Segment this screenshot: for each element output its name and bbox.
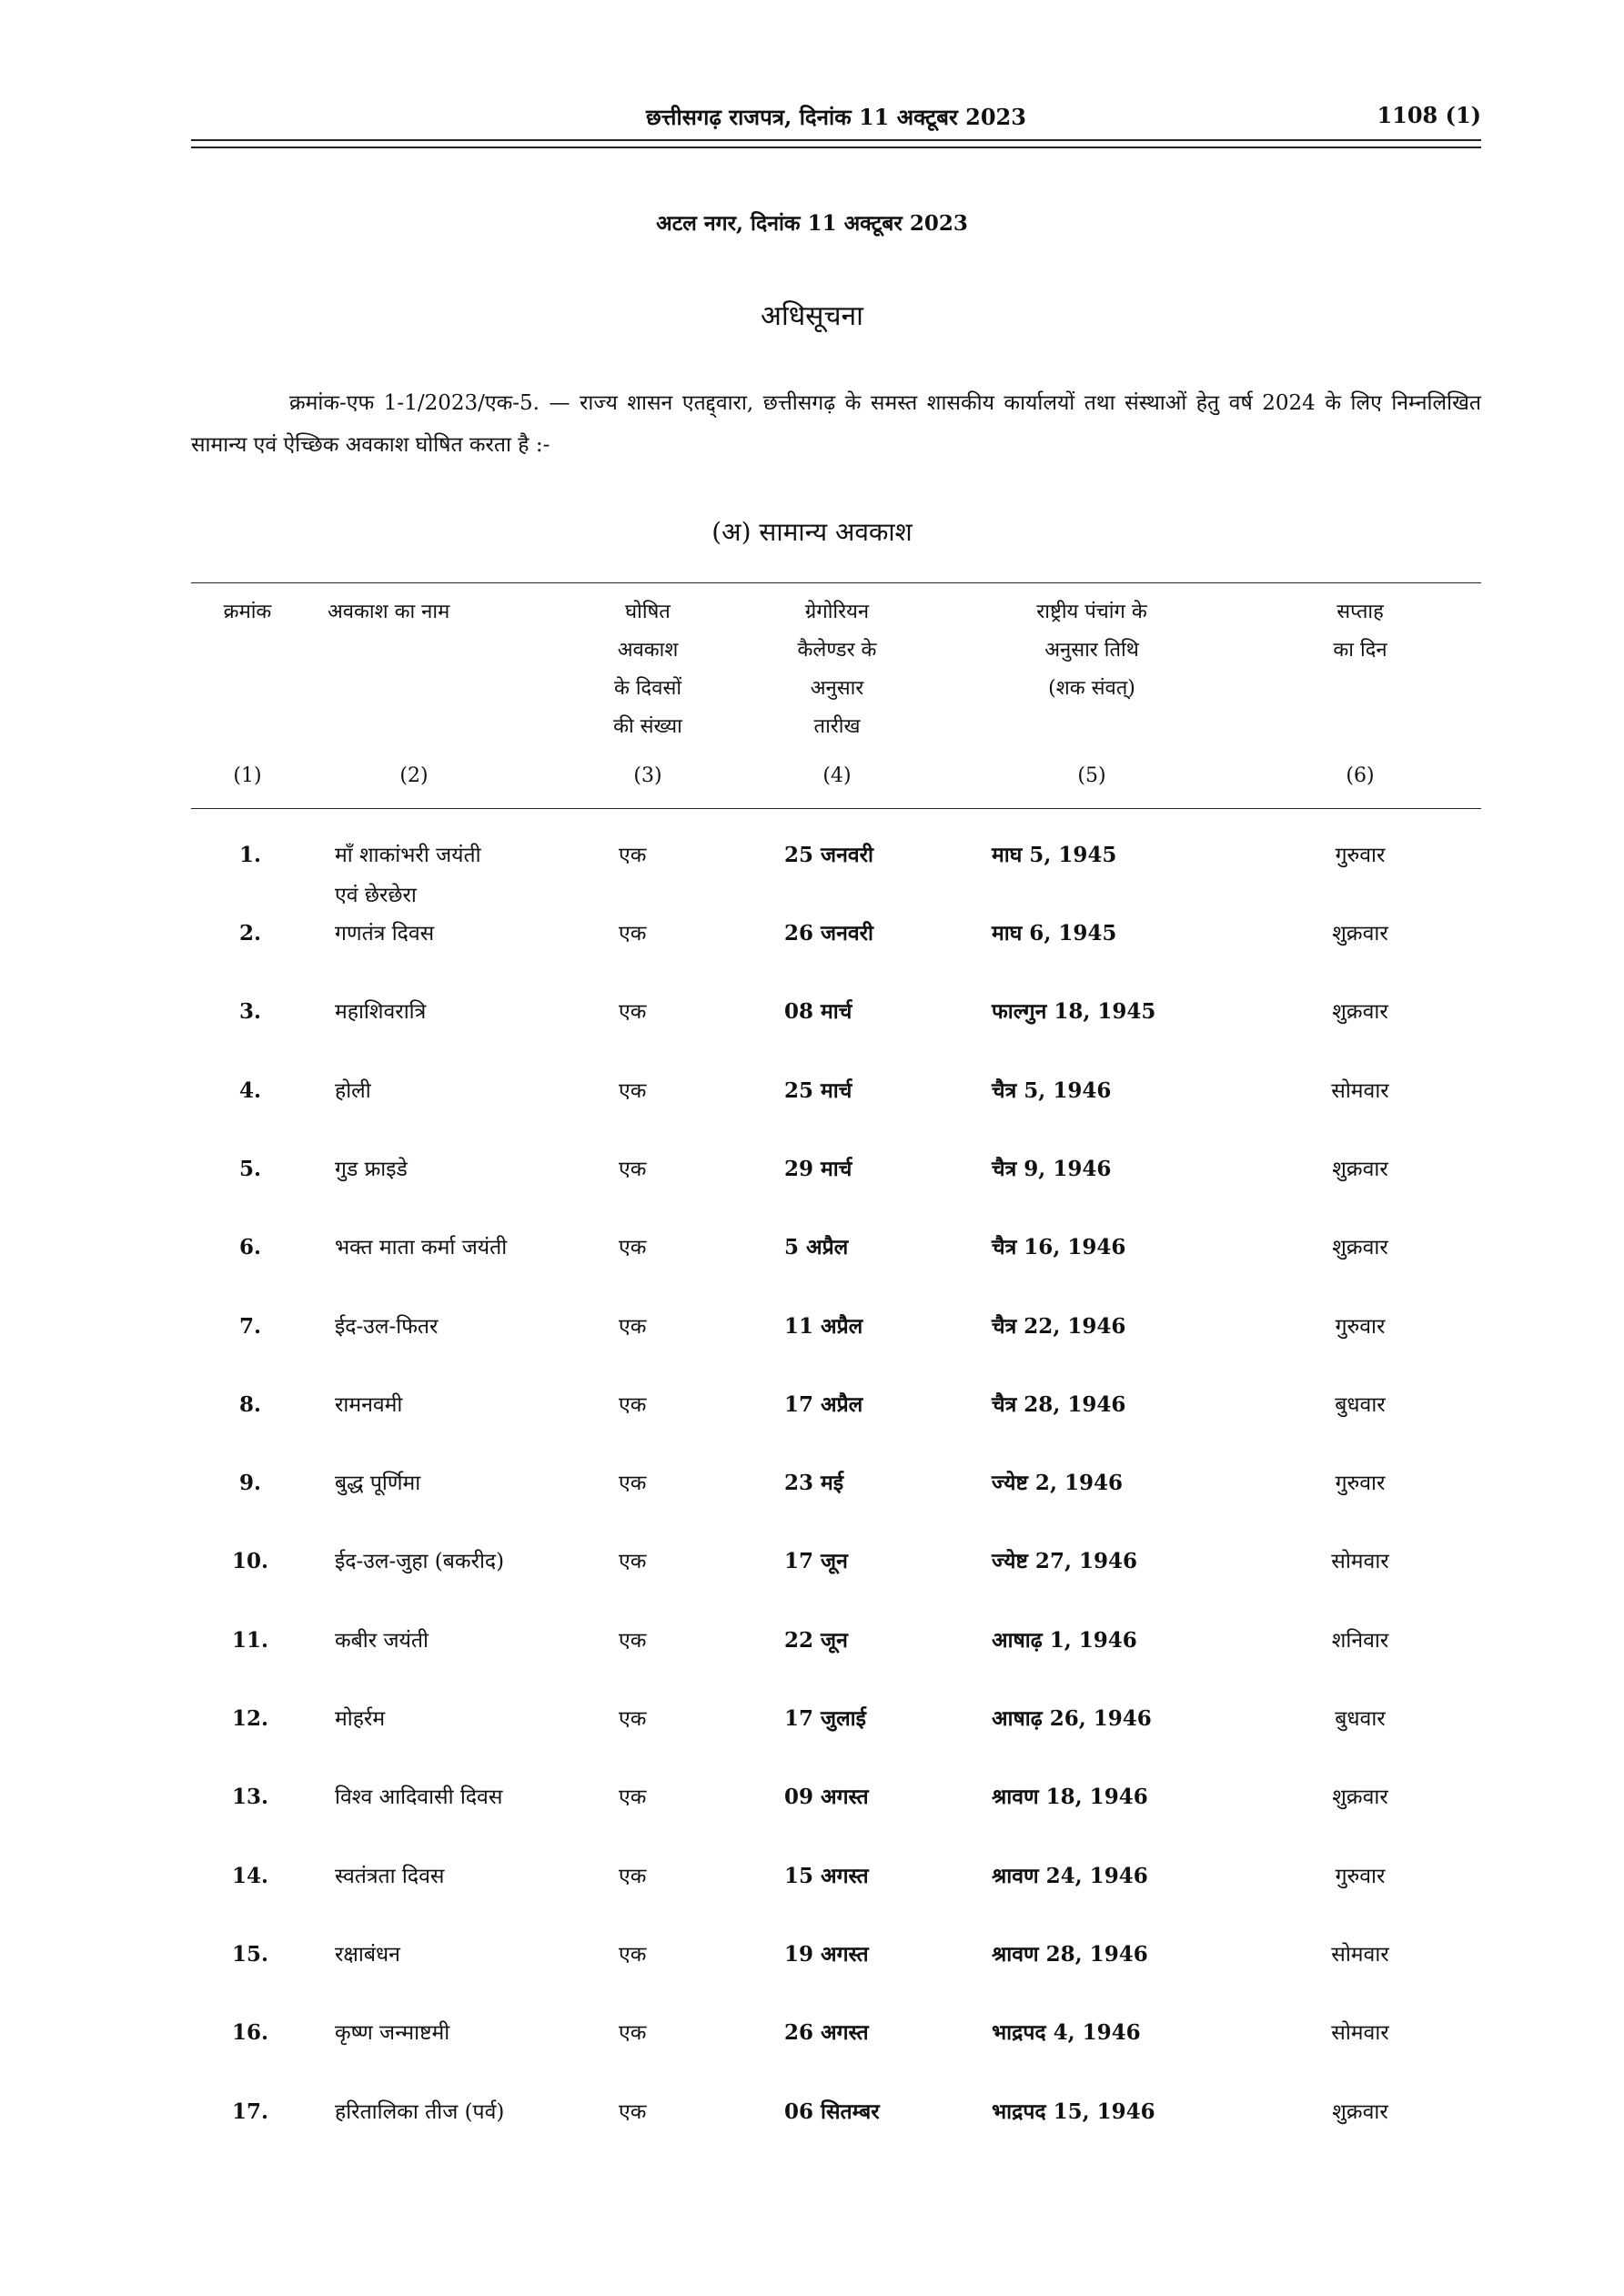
row-national-date: चैत्र 28, 1946: [992, 1391, 1126, 1417]
table-header-rule: [191, 808, 1481, 809]
header-double-rule: [191, 139, 1481, 148]
row-holiday-name: गणतंत्र दिवस: [335, 922, 435, 946]
row-days-count: एक: [619, 1236, 647, 1260]
col-number-4: (4): [822, 764, 852, 787]
table-row: [0, 1228, 1624, 1306]
row-national-date: माघ 5, 1945: [992, 843, 1117, 867]
row-holiday-name: रक्षाबंधन: [335, 1942, 400, 1967]
row-national-date: आषाढ़ 1, 1946: [992, 1627, 1137, 1653]
row-weekday: शुक्रवार: [1332, 1236, 1388, 1260]
row-days-count: एक: [619, 1392, 647, 1417]
table-row: [0, 914, 1624, 992]
row-days-count: एक: [619, 1314, 647, 1339]
row-national-date: ज्येष्ट 2, 1946: [992, 1471, 1123, 1496]
table-row: [0, 1071, 1624, 1149]
row-national-date: श्रावण 18, 1946: [992, 1785, 1148, 1810]
row-weekday: सोमवार: [1331, 1550, 1389, 1574]
row-gregorian-date: 5 अप्रैल: [784, 1235, 849, 1260]
row-days-count: एक: [619, 1000, 647, 1025]
row-holiday-name: होली: [335, 1078, 371, 1103]
section-title: (अ) सामान्य अवकाश: [711, 517, 913, 547]
table-row: [0, 1699, 1624, 1777]
row-serial: 10.: [231, 1549, 268, 1574]
row-weekday: शुक्रवार: [1332, 922, 1388, 946]
row-weekday: शुक्रवार: [1332, 1785, 1388, 1810]
row-national-date: ज्येष्ट 27, 1946: [992, 1549, 1137, 1574]
row-holiday-name: विश्व आदिवासी दिवस: [335, 1785, 503, 1810]
row-serial: 17.: [231, 2099, 268, 2124]
row-serial: 2.: [238, 921, 261, 946]
row-holiday-name: भक्त माता कर्मा जयंती: [335, 1236, 508, 1260]
row-days-count: एक: [619, 922, 647, 946]
row-holiday-name: ईद-उल-जुहा (बकरीद): [335, 1550, 505, 1574]
row-national-date: श्रावण 28, 1946: [992, 1941, 1148, 1967]
row-gregorian-date: 17 जून: [784, 1549, 848, 1574]
row-gregorian-date: 22 जून: [784, 1627, 848, 1653]
table-row: [0, 835, 1624, 914]
table-top-rule: [191, 582, 1481, 583]
col-number-3: (3): [633, 764, 662, 787]
row-gregorian-date: 25 मार्च: [784, 1077, 852, 1103]
row-weekday: गुरुवार: [1335, 1864, 1386, 1888]
row-gregorian-date: 09 अगस्त: [784, 1785, 869, 1810]
row-serial: 9.: [238, 1471, 261, 1496]
col-head-national-date: राष्ट्रीय पंचांग के अनुसार तिथि (शक संवत्): [1036, 601, 1147, 700]
row-holiday-name: हरितालिका तीज (पर्व): [335, 2099, 505, 2124]
row-gregorian-date: 17 अप्रैल: [784, 1391, 863, 1417]
row-holiday-name: महाशिवरात्रि: [335, 1000, 427, 1025]
row-national-date: चैत्र 16, 1946: [992, 1235, 1126, 1260]
notification-preamble: क्रमांक-एफ 1-1/2023/एक-5. — राज्य शासन एतद्द्वारा, छत्तीसगढ़ के समस्त शासकीय कार्यालयों तथा संस्थाओं हेतु वर्ष 2024 के लिए निम्नलिखित सामान्य एवं ऐच्छिक अवकाश घोषित करता है :-: [191, 391, 1481, 457]
row-national-date: श्रावण 24, 1946: [992, 1863, 1148, 1888]
col-head-holiday-name: अवकाश का नाम: [328, 601, 450, 623]
row-serial: 12.: [231, 1706, 268, 1731]
row-serial: 15.: [231, 1941, 268, 1967]
row-national-date: फाल्गुन 18, 1945: [992, 999, 1156, 1025]
row-days-count: एक: [619, 2021, 647, 2046]
row-gregorian-date: 26 जनवरी: [784, 921, 873, 946]
row-national-date: चैत्र 5, 1946: [992, 1077, 1112, 1103]
row-weekday: सोमवार: [1331, 1078, 1389, 1103]
row-national-date: चैत्र 9, 1946: [992, 1156, 1112, 1181]
table-row: [0, 1621, 1624, 1699]
row-weekday: सोमवार: [1331, 1942, 1389, 1967]
row-weekday: बुधवार: [1335, 1392, 1386, 1417]
row-days-count: एक: [619, 1942, 647, 1967]
table-row: [0, 992, 1624, 1070]
row-serial: 1.: [238, 843, 261, 867]
place-date-line: अटल नगर, दिनांक 11 अक्टूबर 2023: [656, 211, 968, 236]
table-row: [0, 1463, 1624, 1542]
row-days-count: एक: [619, 1472, 647, 1496]
notification-heading: अधिसूचना: [761, 300, 863, 332]
row-gregorian-date: 11 अप्रैल: [784, 1313, 863, 1339]
row-days-count: एक: [619, 1157, 647, 1181]
row-holiday-name: माँ शाकांभरी जयंती एवं छेरछेरा: [335, 844, 481, 907]
table-row: [0, 1935, 1624, 2013]
row-holiday-name: बुद्ध पूर्णिमा: [335, 1472, 421, 1496]
row-holiday-name: स्वतंत्रता दिवस: [335, 1864, 445, 1888]
row-weekday: गुरुवार: [1335, 1314, 1386, 1339]
row-holiday-name: ईद-उल-फितर: [335, 1314, 439, 1339]
row-serial: 6.: [238, 1235, 261, 1260]
page-number: 1108 (1): [1377, 102, 1481, 128]
row-holiday-name: कृष्ण जन्माष्टमी: [335, 2021, 450, 2046]
row-national-date: चैत्र 22, 1946: [992, 1313, 1126, 1339]
table-row: [0, 2092, 1624, 2170]
col-number-1: (1): [233, 764, 262, 787]
row-serial: 8.: [238, 1391, 261, 1417]
table-row: [0, 1542, 1624, 1620]
row-weekday: शनिवार: [1331, 1628, 1389, 1653]
row-serial: 11.: [231, 1627, 268, 1653]
row-weekday: शुक्रवार: [1332, 1157, 1388, 1181]
col-head-weekday: सप्ताह का दिन: [1333, 601, 1387, 662]
row-holiday-name: गुड फ्राइडे: [335, 1157, 408, 1181]
table-row: [0, 1307, 1624, 1385]
row-serial: 3.: [238, 999, 261, 1025]
row-days-count: एक: [619, 1550, 647, 1574]
row-weekday: शुक्रवार: [1332, 1000, 1388, 1025]
row-holiday-name: रामनवमी: [335, 1392, 403, 1417]
row-days-count: एक: [619, 1864, 647, 1888]
row-days-count: एक: [619, 1707, 647, 1731]
row-serial: 16.: [231, 2020, 268, 2046]
row-gregorian-date: 15 अगस्त: [784, 1863, 869, 1888]
row-days-count: एक: [619, 2099, 647, 2124]
col-number-6: (6): [1346, 764, 1375, 787]
col-number-2: (2): [399, 764, 429, 787]
row-days-count: एक: [619, 1628, 647, 1653]
row-gregorian-date: 25 जनवरी: [784, 843, 873, 867]
row-holiday-name: मोहर्रम: [335, 1707, 386, 1731]
gazette-title: छत्तीसगढ़ राजपत्र, दिनांक 11 अक्टूबर 2023: [646, 104, 1026, 130]
table-row: [0, 2013, 1624, 2091]
row-gregorian-date: 06 सितम्बर: [784, 2099, 880, 2124]
row-weekday: सोमवार: [1331, 2021, 1389, 2046]
row-days-count: एक: [619, 1785, 647, 1810]
table-row: [0, 1777, 1624, 1856]
row-national-date: भाद्रपद 15, 1946: [992, 2099, 1155, 2124]
row-weekday: बुधवार: [1335, 1707, 1386, 1731]
col-head-gregorian-date: ग्रेगोरियन कैलेण्डर के अनुसार तारीख: [797, 601, 877, 738]
row-weekday: गुरुवार: [1335, 844, 1386, 867]
row-serial: 7.: [238, 1313, 261, 1339]
col-head-days: घोषित अवकाश के दिवसों की संख्या: [613, 601, 682, 738]
row-national-date: माघ 6, 1945: [992, 921, 1117, 946]
row-serial: 13.: [231, 1785, 268, 1810]
row-days-count: एक: [619, 844, 647, 867]
row-holiday-name: कबीर जयंती: [335, 1628, 429, 1653]
running-header: [191, 102, 1481, 138]
row-national-date: भाद्रपद 4, 1946: [992, 2020, 1141, 2046]
col-number-5: (5): [1077, 764, 1106, 787]
row-gregorian-date: 29 मार्च: [784, 1156, 852, 1181]
row-gregorian-date: 08 मार्च: [784, 999, 852, 1025]
row-national-date: आषाढ़ 26, 1946: [992, 1706, 1152, 1731]
row-days-count: एक: [619, 1078, 647, 1103]
row-serial: 14.: [231, 1863, 268, 1888]
row-serial: 4.: [238, 1077, 261, 1103]
table-row: [0, 1385, 1624, 1463]
row-serial: 5.: [238, 1156, 261, 1181]
col-head-serial: क्रमांक: [223, 601, 272, 623]
row-gregorian-date: 17 जुलाई: [784, 1706, 866, 1731]
table-row: [0, 1856, 1624, 1935]
row-gregorian-date: 23 मई: [784, 1471, 844, 1496]
row-gregorian-date: 19 अगस्त: [784, 1941, 869, 1967]
row-weekday: शुक्रवार: [1332, 2099, 1388, 2124]
table-row: [0, 1149, 1624, 1228]
row-gregorian-date: 26 अगस्त: [784, 2020, 869, 2046]
row-weekday: गुरुवार: [1335, 1472, 1386, 1496]
